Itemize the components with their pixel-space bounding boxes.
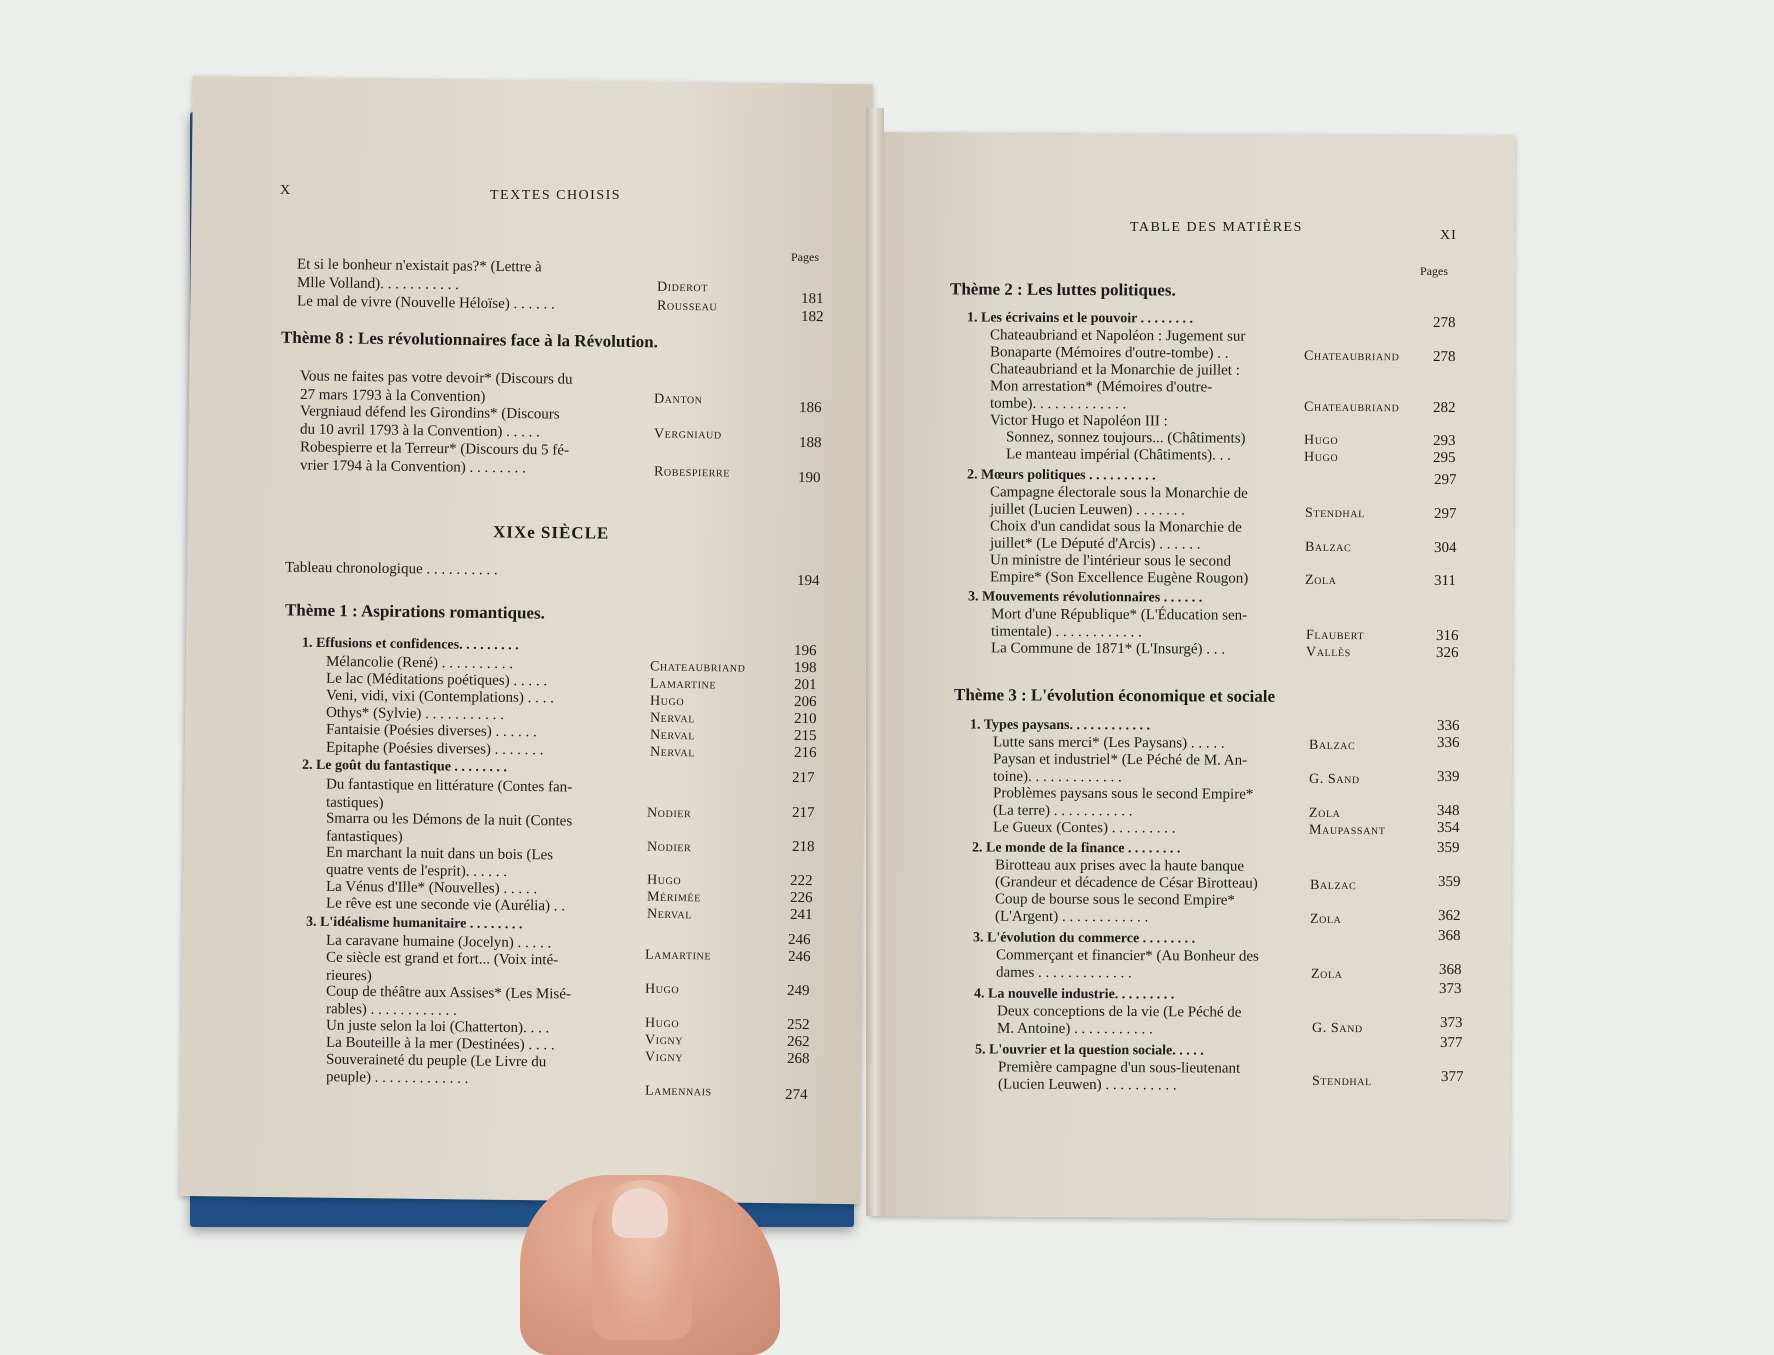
page-number: 188 — [798, 434, 822, 452]
heading: XIXe SIÈCLE — [492, 522, 610, 543]
author-name: Zola — [1310, 966, 1343, 983]
page-number: 359 — [1437, 873, 1461, 891]
page-number: 311 — [1433, 572, 1456, 590]
entry-line: Mlle Volland). . . . . . . . . . . — [296, 275, 460, 293]
page-number: 186 — [798, 399, 822, 417]
heading: 1. Effusions et confidences. . . . . . . . . — [301, 635, 519, 654]
entry-line: Paysan et industriel* (Le Péché de M. An- — [992, 751, 1248, 769]
entry-line: peuple) . . . . . . . . . . . . . — [325, 1069, 469, 1087]
author-name: Nerval — [646, 906, 693, 923]
page-number: 304 — [1433, 539, 1457, 557]
entry-line: toine). . . . . . . . . . . . . — [992, 768, 1122, 786]
author-name: Hugo — [646, 872, 682, 889]
heading: 2. Mœurs politiques . . . . . . . . . . — [966, 467, 1156, 484]
author-name: Vergniaud — [653, 426, 722, 443]
author-name: Nodier — [646, 839, 692, 856]
heading: Thème 1 : Aspirations romantiques. — [284, 600, 546, 623]
entry-line: En marchant la nuit dans un bois (Les — [325, 844, 554, 864]
entry-line: Coup de théâtre aux Assises* (Les Misé- — [325, 983, 572, 1003]
entry-line: Le manteau impérial (Châtiments). . . — [1005, 446, 1231, 464]
heading: 1. Types paysans. . . . . . . . . . . . — [969, 717, 1151, 734]
author-name: Hugo — [1303, 449, 1339, 466]
author-name: G. Sand — [1308, 771, 1360, 788]
page-number: 377 — [1440, 1068, 1464, 1086]
entry-line: rieures) — [325, 967, 372, 985]
entry-line: Chateaubriand et la Monarchie de juillet : — [989, 361, 1240, 379]
entry-line: Epitaphe (Poésies diverses) . . . . . . . — [325, 739, 544, 759]
heading: 3. L'idéalisme humanitaire . . . . . . . . — [305, 914, 523, 933]
entry-line: vrier 1794 à la Convention) . . . . . . . . — [299, 457, 526, 477]
entry-line: Bonaparte (Mémoires d'outre-tombe) . . — [989, 344, 1229, 362]
author-name: Vigny — [644, 1032, 684, 1049]
author-name: Lamennais — [644, 1083, 712, 1100]
page-number: 262 — [786, 1033, 810, 1051]
entry-line: Un juste selon la loi (Chatterton). . . . — [325, 1017, 550, 1037]
page-number: 226 — [789, 889, 813, 907]
author-name: Balzac — [1309, 877, 1357, 894]
entry-line: (L'Argent) . . . . . . . . . . . . — [994, 908, 1149, 926]
entry-line: La caravane humaine (Jocelyn) . . . . . — [325, 932, 552, 952]
page-number: 348 — [1436, 802, 1460, 820]
heading: Thème 3 : L'évolution économique et sociale — [953, 685, 1276, 706]
heading: 2. Le goût du fantastique . . . . . . . . — [301, 757, 508, 776]
heading: 2. Le monde de la finance . . . . . . . . — [971, 840, 1181, 857]
page-number: 278 — [1432, 348, 1456, 366]
page-number: 362 — [1437, 907, 1461, 925]
page-number: 217 — [791, 769, 815, 787]
entry-line: Un ministre de l'intérieur sous le second — [989, 552, 1232, 570]
entry-line: (La terre) . . . . . . . . . . . — [992, 802, 1133, 820]
entry-line: La Vénus d'Ille* (Nouvelles) . . . . . — [325, 878, 538, 898]
page-number: 190 — [797, 469, 821, 487]
entry-line: Ce siècle est grand et fort... (Voix inté- — [325, 949, 559, 969]
author-name: Mérimée — [646, 889, 701, 906]
author-name: Zola — [1304, 572, 1337, 589]
author-name: Vallès — [1305, 644, 1351, 661]
entry-line: Campagne électorale sous la Monarchie de — [989, 484, 1248, 502]
author-name: Nerval — [649, 710, 696, 727]
page-number: 373 — [1439, 1014, 1463, 1032]
entry-line: Deux conceptions de la vie (Le Péché de — [996, 1003, 1242, 1021]
entry-line: Première campagne d'un sous-lieutenant — [997, 1059, 1241, 1077]
author-name: Diderot — [656, 279, 709, 296]
entry-line: Et si le bonheur n'existait pas?* (Lettre à — [296, 256, 542, 276]
entry-line: Chateaubriand et Napoléon : Jugement sur — [989, 327, 1246, 345]
left-pages-label: Pages — [791, 250, 819, 264]
heading: Thème 8 : Les révolutionnaires face à la Révolution. — [280, 327, 659, 352]
entry-line: Fantaisie (Poésies diverses) . . . . . . — [325, 721, 537, 741]
entry-line: Du fantastique en littérature (Contes fan- — [325, 776, 573, 796]
entry-line: tombe). . . . . . . . . . . . . — [989, 395, 1127, 413]
page-number: 198 — [793, 659, 817, 677]
entry-line: (Lucien Leuwen) . . . . . . . . . . — [997, 1076, 1177, 1094]
right-running-header: TABLE DES MATIÈRES — [1130, 220, 1303, 235]
entry-line: Veni, vidi, vixi (Contemplations) . . . . — [325, 687, 555, 707]
entry-line: timentale) . . . . . . . . . . . . — [990, 623, 1142, 641]
entry-line: quatre vents de l'esprit). . . . . . — [325, 861, 508, 881]
author-name: Chateaubriand — [649, 659, 746, 676]
entry-line: juillet* (Le Député d'Arcis) . . . . . . — [989, 535, 1201, 553]
page-number: 316 — [1435, 627, 1459, 645]
entry-line: Choix d'un candidat sous la Monarchie de — [989, 518, 1242, 536]
entry-line: M. Antoine) . . . . . . . . . . . — [996, 1020, 1153, 1038]
page-number: 206 — [793, 693, 817, 711]
entry-line: Mon arrestation* (Mémoires d'outre- — [989, 378, 1213, 396]
entry-line: Le Gueux (Contes) . . . . . . . . . — [992, 819, 1176, 837]
page-number: 354 — [1436, 819, 1460, 837]
page-number: 274 — [784, 1086, 808, 1104]
entry-line: Le rêve est une seconde vie (Aurélia) . . — [325, 895, 566, 915]
page-number: 297 — [1433, 471, 1457, 489]
entry-line: du 10 avril 1793 à la Convention) . . . . . — [299, 421, 541, 441]
author-name: Nerval — [649, 727, 696, 744]
page-number: 182 — [800, 308, 824, 326]
entry-line: Tableau chronologique . . . . . . . . . . — [284, 559, 498, 579]
right-folio: XI — [1440, 228, 1457, 243]
author-name: Hugo — [644, 981, 680, 998]
entry-line: Souveraineté du peuple (Le Livre du — [325, 1051, 547, 1071]
page-number: 201 — [793, 676, 817, 694]
entry-line: La Bouteille à la mer (Destinées) . . . . — [325, 1034, 555, 1054]
entry-line: Vergniaud défend les Girondins* (Discours — [299, 403, 560, 423]
author-name: Stendhal — [1311, 1073, 1372, 1090]
page-number: 293 — [1432, 432, 1456, 450]
heading: 5. L'ouvrier et la question sociale. . . . . — [974, 1042, 1204, 1059]
page-number: 295 — [1432, 449, 1456, 467]
page-number: 368 — [1438, 961, 1462, 979]
author-name: Balzac — [1308, 737, 1356, 754]
page-number: 241 — [789, 906, 813, 924]
heading: 3. Mouvements révolutionnaires . . . . . . — [967, 589, 1203, 606]
page-number: 339 — [1436, 768, 1460, 786]
entry-line: Coup de bourse sous le second Empire* — [994, 891, 1236, 909]
entry-line: fantastiques) — [325, 828, 403, 846]
thumbnail-nail — [612, 1188, 668, 1238]
book-spine — [866, 108, 884, 1216]
entry-line: rables) . . . . . . . . . . . . — [325, 1001, 457, 1019]
heading: 4. La nouvelle industrie. . . . . . . . . — [973, 986, 1175, 1003]
page-number: 336 — [1436, 734, 1460, 752]
author-name: Hugo — [644, 1015, 680, 1032]
entry-line: La Commune de 1871* (L'Insurgé) . . . — [990, 640, 1226, 658]
heading: Thème 2 : Les luttes politiques. — [949, 279, 1176, 300]
page-number: 359 — [1436, 839, 1460, 857]
entry-line: Le lac (Méditations poétiques) . . . . . — [325, 670, 548, 690]
author-name: Balzac — [1304, 539, 1352, 556]
author-name: Chateaubriand — [1303, 399, 1400, 416]
author-name: Vigny — [644, 1049, 684, 1066]
entry-line: Birotteau aux prises avec la haute banque — [994, 857, 1245, 875]
author-name: Maupassant — [1308, 822, 1386, 839]
author-name: Stendhal — [1304, 505, 1365, 522]
entry-line: Robespierre et la Terreur* (Discours du 5 fé- — [299, 439, 570, 459]
author-name: Danton — [653, 391, 703, 408]
right-pages-label: Pages — [1420, 264, 1448, 278]
author-name: Zola — [1308, 805, 1341, 822]
author-name: Chateaubriand — [1303, 348, 1400, 365]
page-number: 336 — [1436, 717, 1460, 735]
author-name: Rousseau — [656, 298, 718, 315]
page-number: 181 — [800, 290, 824, 308]
entry-line: Le mal de vivre (Nouvelle Héloïse) . . . . . . — [296, 293, 555, 313]
entry-line: (Grandeur et décadence de César Birotteau) — [994, 874, 1258, 892]
author-name: Zola — [1309, 911, 1342, 928]
page-number: 268 — [786, 1050, 810, 1068]
left-folio: X — [280, 183, 292, 198]
entry-line: Victor Hugo et Napoléon III : — [989, 412, 1168, 430]
author-name: Lamartine — [644, 947, 712, 964]
page-number: 297 — [1433, 505, 1457, 523]
page-number: 215 — [793, 727, 817, 745]
heading: 3. L'évolution du commerce . . . . . . . . — [972, 930, 1196, 947]
author-name: Nodier — [646, 805, 692, 822]
page-number: 326 — [1435, 644, 1459, 662]
page-number: 218 — [791, 838, 815, 856]
page-number: 246 — [787, 948, 811, 966]
page-number: 252 — [786, 1016, 810, 1034]
entry-line: Commerçant et financier* (Au Bonheur des — [995, 947, 1259, 965]
page-number: 373 — [1438, 980, 1462, 998]
entry-line: 27 mars 1793 à la Convention) — [299, 386, 486, 406]
heading: 1. Les écrivains et le pouvoir . . . . . . . . — [966, 310, 1194, 327]
page-number: 194 — [796, 572, 820, 590]
entry-line: Lutte sans merci* (Les Paysans) . . . . . — [992, 734, 1225, 752]
author-name: Flaubert — [1305, 627, 1365, 644]
entry-line: Othys* (Sylvie) . . . . . . . . . . . — [325, 704, 505, 724]
entry-line: Mort d'une République* (L'Éducation sen- — [990, 606, 1248, 624]
author-name: Lamartine — [649, 676, 717, 693]
author-name: Hugo — [649, 693, 685, 710]
page-number: 246 — [787, 931, 811, 949]
page-number: 249 — [786, 982, 810, 1000]
page-number: 222 — [789, 872, 813, 890]
author-name: G. Sand — [1311, 1020, 1363, 1037]
entry-line: Mélancolie (René) . . . . . . . . . . — [325, 653, 514, 673]
page-number: 377 — [1439, 1034, 1463, 1052]
page-number: 210 — [793, 710, 817, 728]
entry-line: Problèmes paysans sous le second Empire* — [992, 785, 1254, 803]
author-name: Nerval — [649, 744, 696, 761]
author-name: Hugo — [1303, 432, 1339, 449]
page-number: 196 — [793, 642, 817, 660]
page-number: 217 — [791, 804, 815, 822]
entry-line: tastiques) — [325, 794, 384, 812]
entry-line: Sonnez, sonnez toujours... (Châtiments) — [1005, 429, 1246, 447]
entry-line: Empire* (Son Excellence Eugène Rougon) — [989, 569, 1249, 587]
left-running-header: TEXTES CHOISIS — [490, 188, 622, 203]
page-number: 216 — [793, 744, 817, 762]
entry-line: juillet (Lucien Leuwen) . . . . . . . — [989, 501, 1185, 519]
page-number: 368 — [1437, 927, 1461, 945]
entry-line: Smarra ou les Démons de la nuit (Contes — [325, 810, 573, 830]
page-number: 278 — [1432, 314, 1456, 332]
entry-line: dames . . . . . . . . . . . . . — [995, 964, 1132, 982]
page-number: 282 — [1432, 399, 1456, 417]
entry-line: Vous ne faites pas votre devoir* (Discours du — [299, 368, 573, 388]
author-name: Robespierre — [653, 464, 731, 481]
